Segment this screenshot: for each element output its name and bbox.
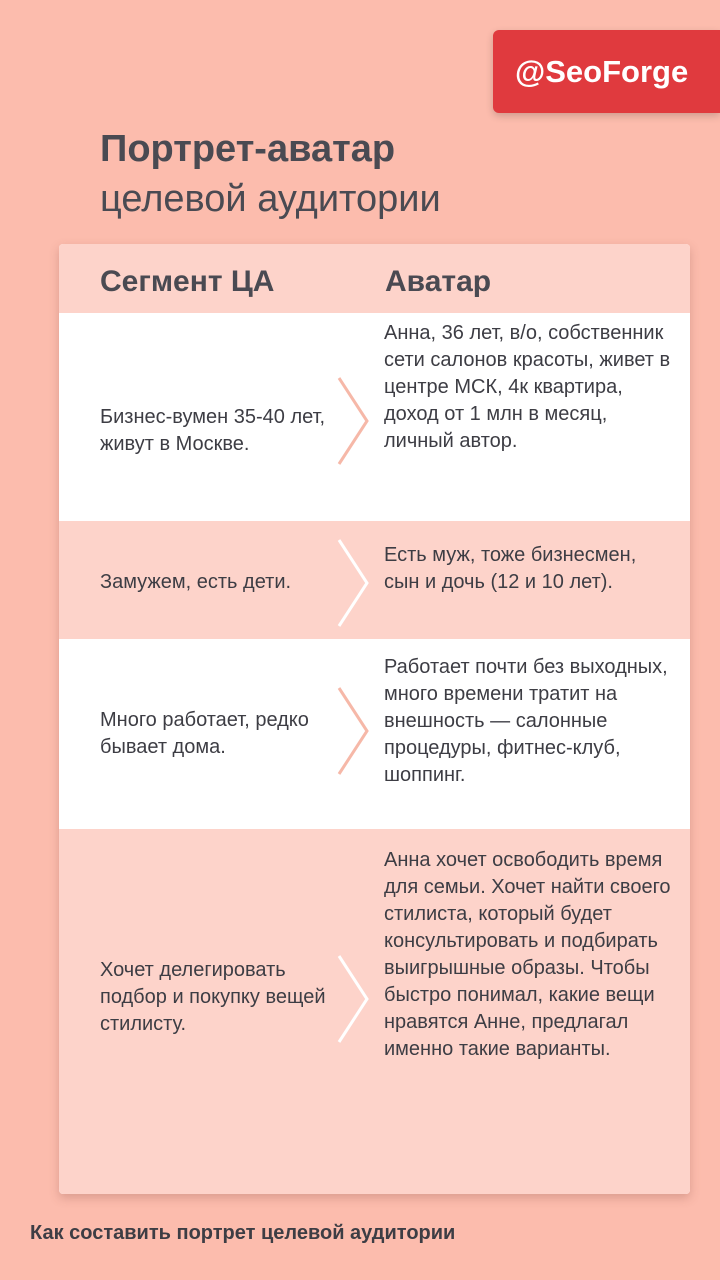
table-row <box>59 521 690 639</box>
chevron-right-icon <box>334 376 374 466</box>
segment-cell: Замужем, есть дети. <box>100 571 292 593</box>
segment-cell: Хочет делегировать подбор и покупку вещей стилисту. <box>100 959 326 1035</box>
chevron-right-icon <box>334 954 374 1044</box>
header-avatar: Аватар <box>385 265 492 298</box>
table-header <box>59 244 690 313</box>
avatar-cell: Работает почти без выходных, много времени тратит на внешность — салонные процедуры, фитнес-клуб, шоппинг. <box>384 656 668 786</box>
table-row <box>59 313 690 521</box>
table-row <box>59 829 690 1194</box>
segment-cell: Бизнес-вумен 35-40 лет, живут в Москве. <box>100 406 326 455</box>
segment-cell: Много работает, редко бывает дома. <box>100 709 309 758</box>
chevron-right-icon <box>334 538 374 628</box>
header-segment: Сегмент ЦА <box>100 265 275 298</box>
avatar-cell: Анна, 36 лет, в/о, собственник сети салонов красоты, живет в центре МСК, 4к квартира, доход от 1 млн в месяц, личный автор. <box>384 322 671 452</box>
footer-caption: Как составить портрет целевой аудитории <box>30 1222 456 1244</box>
avatar-cell: Анна хочет освободить время для семьи. Хочет найти своего стилиста, который будет консультировать и подбирать выигрышные образы. Чтобы быстро понимал, какие вещи нравятся Анне, предлагал именно такие варианты. <box>384 849 671 1060</box>
brand-handle: @SeoForge <box>515 54 689 89</box>
audience-table <box>59 244 690 1194</box>
avatar-cell: Есть муж, тоже бизнесмен, сын и дочь (12 и 10 лет). <box>384 544 637 593</box>
table-row <box>59 639 690 829</box>
brand-badge <box>493 30 720 113</box>
page-title: Портрет-аватар <box>100 128 396 170</box>
chevron-right-icon <box>334 686 374 776</box>
page-subtitle: целевой аудитории <box>100 178 441 220</box>
